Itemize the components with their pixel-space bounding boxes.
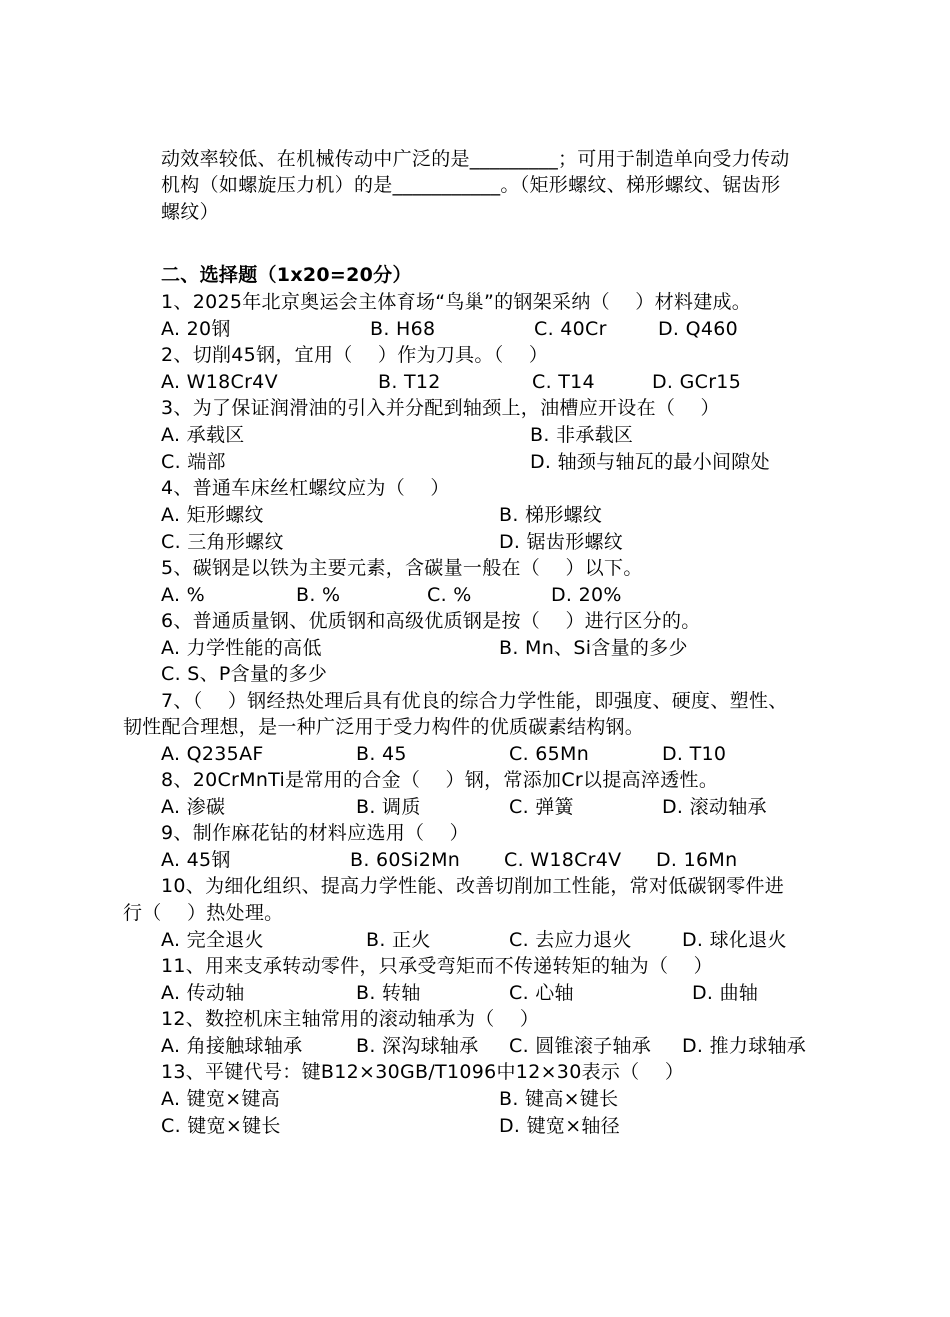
option-a: A. 力学性能的高低 (161, 637, 322, 659)
option-d: D. 曲轴 (692, 982, 759, 1004)
option-a: A. 矩形螺纹 (161, 504, 264, 526)
option-c: C. W18Cr4V (504, 849, 622, 871)
option-c: C. 圆锥滚子轴承 (509, 1035, 652, 1057)
question-9: 9、制作麻花钻的材料应选用（ ） (161, 822, 469, 844)
option-b: B. 深沟球轴承 (356, 1035, 479, 1057)
section-title: 二、选择题（1x20=20分） (161, 264, 412, 286)
option-b: B. 非承载区 (530, 424, 634, 446)
question-10-line-1: 10、为细化组织、提高力学性能、改善切削加工性能，常对低碳钢零件进 (161, 875, 785, 897)
question-3: 3、为了保证润滑油的引入并分配到轴颈上，油槽应开设在（ ） (161, 397, 720, 419)
option-c: C. 去应力退火 (509, 929, 632, 951)
option-b: B. % (296, 584, 341, 606)
option-c: C. % (427, 584, 472, 606)
option-b: B. 60Si2Mn (350, 849, 461, 871)
option-d: D. 轴颈与轴瓦的最小间隙处 (530, 451, 770, 473)
option-a: A. 20钢 (161, 318, 231, 340)
option-a: A. 键宽×键高 (161, 1088, 281, 1110)
option-b: B. 梯形螺纹 (499, 504, 603, 526)
option-c: C. T14 (532, 371, 595, 393)
intro-line-1: 动效率较低、在机械传动中广泛的是_________；可用于制造单向受力传动 (161, 148, 790, 170)
option-d: D. 滚动轴承 (662, 796, 767, 818)
option-b: B. 45 (356, 743, 407, 765)
option-a: A. 完全退火 (161, 929, 264, 951)
option-a: A. 45钢 (161, 849, 231, 871)
question-2: 2、切削45钢，宜用（ ）作为刀具。（ ） (161, 344, 549, 366)
option-b: B. 转轴 (356, 982, 421, 1004)
option-c: C. 心轴 (509, 982, 574, 1004)
option-c: C. 65Mn (509, 743, 590, 765)
option-d: D. 20% (551, 584, 622, 606)
intro-line-2: 机构（如螺旋压力机）的是___________。（矩形螺纹、梯形螺纹、锯齿形 (161, 174, 781, 196)
question-6: 6、普通质量钢、优质钢和高级优质钢是按（ ）进行区分的。 (161, 610, 701, 632)
option-a: A. W18Cr4V (161, 371, 278, 393)
option-c: C. 键宽×键长 (161, 1115, 281, 1137)
option-b: B. 键高×键长 (499, 1088, 619, 1110)
option-d: D. 球化退火 (682, 929, 787, 951)
question-13: 13、平键代号：键B12×30GB/T1096中12×30表示（ ） (161, 1061, 685, 1083)
question-11: 11、用来支承转动零件，只承受弯矩而不传递转矩的轴为（ ） (161, 955, 713, 977)
option-a: A. Q235AF (161, 743, 264, 765)
question-10-line-2: 行（ ）热处理。 (123, 902, 284, 924)
option-a: A. 传动轴 (161, 982, 245, 1004)
option-a: A. % (161, 584, 205, 606)
question-7-line-2: 韧性配合理想，是一种广泛用于受力构件的优质碳素结构钢。 (123, 716, 645, 738)
option-b: B. T12 (378, 371, 441, 393)
option-b: B. H68 (370, 318, 436, 340)
question-7-line-1: 7、（ ）钢经热处理后具有优良的综合力学性能，即强度、硬度、塑性、 (161, 690, 788, 712)
option-c: C. S、P含量的多少 (161, 663, 328, 685)
option-b: B. 正火 (366, 929, 431, 951)
option-c: C. 端部 (161, 451, 226, 473)
intro-line-3: 螺纹） (161, 201, 219, 223)
option-b: B. Mn、Si含量的多少 (499, 637, 688, 659)
option-d: D. GCr15 (652, 371, 742, 393)
question-12: 12、数控机床主轴常用的滚动轴承为（ ） (161, 1008, 540, 1030)
option-a: A. 承载区 (161, 424, 245, 446)
question-8: 8、20CrMnTi是常用的合金（ ）钢，常添加Cr以提高淬透性。 (161, 769, 719, 791)
option-d: D. T10 (662, 743, 727, 765)
option-d: D. 16Mn (656, 849, 738, 871)
option-b: B. 调质 (356, 796, 421, 818)
option-c: C. 弹簧 (509, 796, 574, 818)
question-5: 5、碳钢是以铁为主要元素，含碳量一般在（ ）以下。 (161, 557, 643, 579)
option-c: C. 三角形螺纹 (161, 531, 284, 553)
option-d: D. 锯齿形螺纹 (499, 531, 624, 553)
option-d: D. Q460 (658, 318, 739, 340)
option-d: D. 推力球轴承 (682, 1035, 807, 1057)
option-a: A. 角接触球轴承 (161, 1035, 303, 1057)
option-a: A. 渗碳 (161, 796, 226, 818)
question-1: 1、2025年北京奥运会主体育场“鸟巢”的钢架采纳（ ）材料建成。 (161, 291, 752, 313)
option-d: D. 键宽×轴径 (499, 1115, 621, 1137)
question-4: 4、普通车床丝杠螺纹应为（ ） (161, 477, 450, 499)
option-c: C. 40Cr (534, 318, 607, 340)
